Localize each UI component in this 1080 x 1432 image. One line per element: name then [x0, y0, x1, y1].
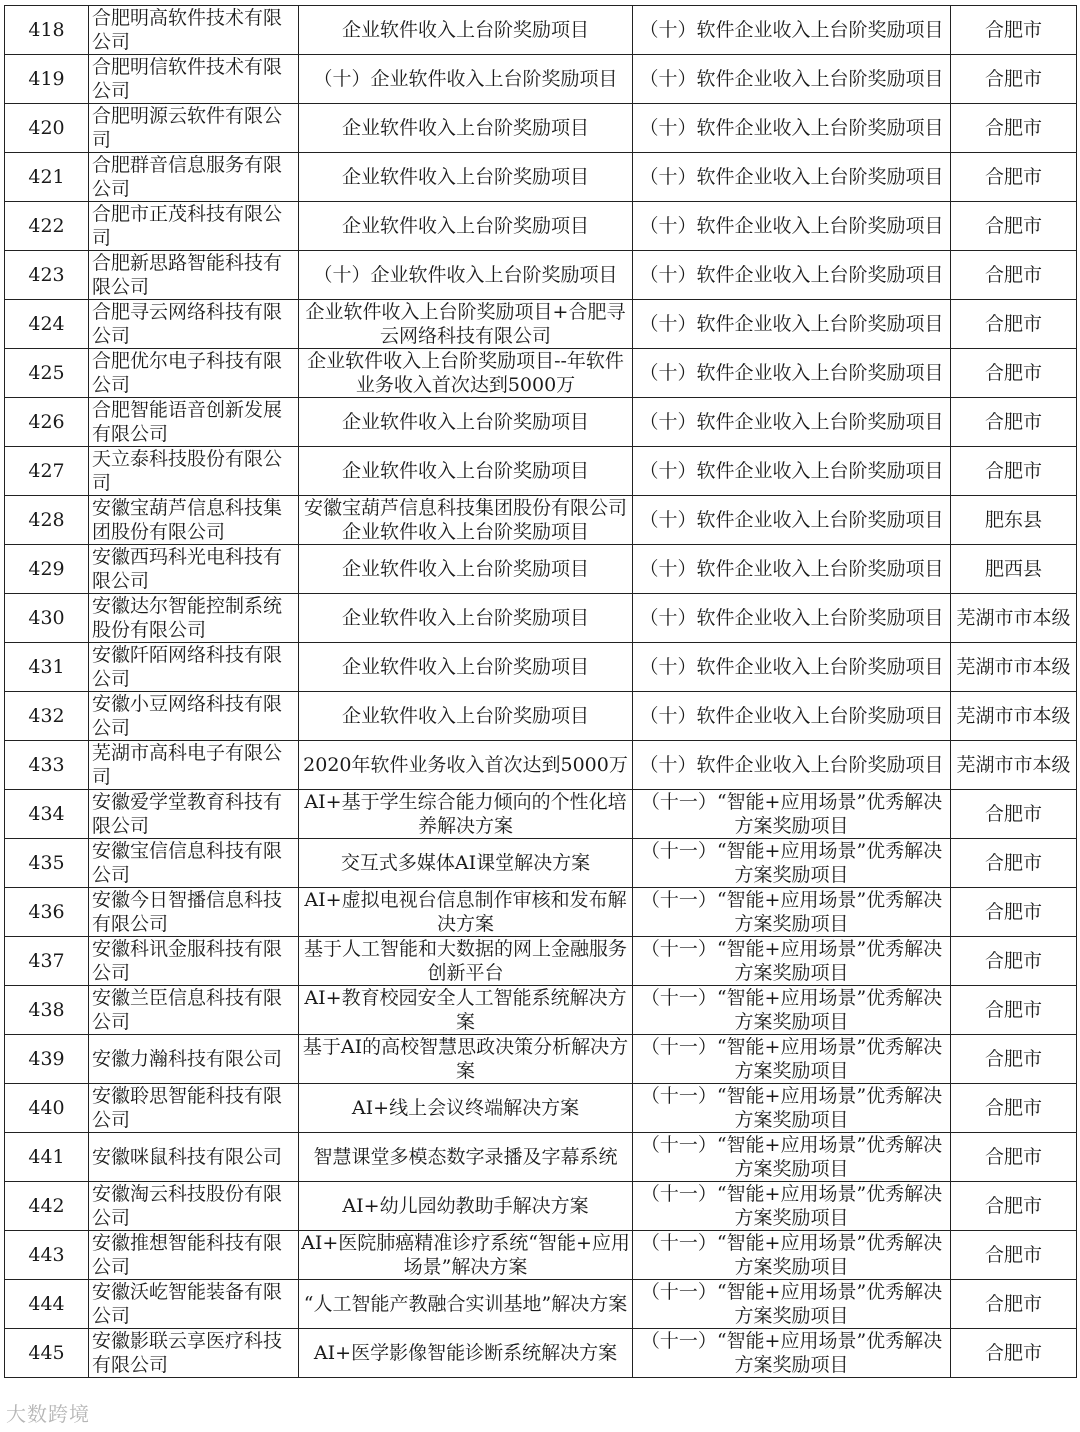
region-cell: 合肥市 [951, 1182, 1077, 1231]
row-number-cell: 439 [5, 1035, 89, 1084]
region-cell: 合肥市 [951, 1329, 1077, 1378]
company-name-cell: 芜湖市高科电子有限公司 [89, 741, 299, 790]
table-row [5, 545, 1077, 594]
company-name-cell: 安徽爱学堂教育科技有限公司 [89, 790, 299, 839]
row-number-cell: 419 [5, 55, 89, 104]
project-name-cell: 智慧课堂多模态数字录播及字幕系统 [299, 1133, 633, 1182]
company-name-cell: 安徽力瀚科技有限公司 [89, 1035, 299, 1084]
project-name-cell: 企业软件收入上台阶奖励项目 [299, 594, 633, 643]
row-number-cell: 437 [5, 937, 89, 986]
table-row [5, 741, 1077, 790]
award-category-cell: （十）软件企业收入上台阶奖励项目 [633, 300, 951, 349]
company-name-cell: 安徽咪鼠科技有限公司 [89, 1133, 299, 1182]
award-category-cell: （十）软件企业收入上台阶奖励项目 [633, 643, 951, 692]
company-name-cell: 安徽科讯金服科技有限公司 [89, 937, 299, 986]
project-name-cell: 企业软件收入上台阶奖励项目 [299, 545, 633, 594]
award-category-cell: （十一）“智能+应用场景”优秀解决方案奖励项目 [633, 790, 951, 839]
company-name-cell: 合肥明信软件技术有限公司 [89, 55, 299, 104]
row-number-cell: 429 [5, 545, 89, 594]
table-row [5, 1035, 1077, 1084]
table-row [5, 1280, 1077, 1329]
project-name-cell: 企业软件收入上台阶奖励项目 [299, 447, 633, 496]
award-category-cell: （十）软件企业收入上台阶奖励项目 [633, 104, 951, 153]
region-cell: 肥东县 [951, 496, 1077, 545]
row-number-cell: 422 [5, 202, 89, 251]
region-cell: 合肥市 [951, 55, 1077, 104]
project-name-cell: 企业软件收入上台阶奖励项目+合肥寻云网络科技有限公司 [299, 300, 633, 349]
table-row [5, 447, 1077, 496]
award-category-cell: （十）软件企业收入上台阶奖励项目 [633, 202, 951, 251]
table-row [5, 300, 1077, 349]
table-row [5, 1231, 1077, 1280]
award-category-cell: （十）软件企业收入上台阶奖励项目 [633, 55, 951, 104]
row-number-cell: 441 [5, 1133, 89, 1182]
table-row [5, 888, 1077, 937]
table-row [5, 104, 1077, 153]
award-category-cell: （十一）“智能+应用场景”优秀解决方案奖励项目 [633, 1035, 951, 1084]
table-row [5, 202, 1077, 251]
project-name-cell: AI+线上会议终端解决方案 [299, 1084, 633, 1133]
table-row [5, 594, 1077, 643]
table-row [5, 1084, 1077, 1133]
row-number-cell: 418 [5, 6, 89, 55]
award-category-cell: （十一）“智能+应用场景”优秀解决方案奖励项目 [633, 1084, 951, 1133]
company-name-cell: 安徽小豆网络科技有限公司 [89, 692, 299, 741]
company-name-cell: 合肥新思路智能科技有限公司 [89, 251, 299, 300]
project-name-cell: 企业软件收入上台阶奖励项目 [299, 643, 633, 692]
row-number-cell: 435 [5, 839, 89, 888]
company-name-cell: 合肥明源云软件有限公司 [89, 104, 299, 153]
project-name-cell: 基于AI的高校智慧思政决策分析解决方案 [299, 1035, 633, 1084]
project-name-cell: AI+虚拟电视台信息制作审核和发布解决方案 [299, 888, 633, 937]
project-name-cell: “人工智能产教融合实训基地”解决方案 [299, 1280, 633, 1329]
company-name-cell: 安徽达尔智能控制系统股份有限公司 [89, 594, 299, 643]
project-name-cell: 企业软件收入上台阶奖励项目 [299, 104, 633, 153]
table-row [5, 496, 1077, 545]
award-category-cell: （十）软件企业收入上台阶奖励项目 [633, 153, 951, 202]
region-cell: 合肥市 [951, 251, 1077, 300]
company-name-cell: 天立泰科技股份有限公司 [89, 447, 299, 496]
award-category-cell: （十）软件企业收入上台阶奖励项目 [633, 349, 951, 398]
company-name-cell: 安徽兰臣信息科技有限公司 [89, 986, 299, 1035]
award-category-cell: （十一）“智能+应用场景”优秀解决方案奖励项目 [633, 937, 951, 986]
table-row [5, 839, 1077, 888]
award-category-cell: （十）软件企业收入上台阶奖励项目 [633, 447, 951, 496]
region-cell: 合肥市 [951, 300, 1077, 349]
row-number-cell: 431 [5, 643, 89, 692]
table-row [5, 986, 1077, 1035]
award-category-cell: （十）软件企业收入上台阶奖励项目 [633, 594, 951, 643]
project-name-cell: 企业软件收入上台阶奖励项目 [299, 153, 633, 202]
award-category-cell: （十一）“智能+应用场景”优秀解决方案奖励项目 [633, 839, 951, 888]
award-category-cell: （十一）“智能+应用场景”优秀解决方案奖励项目 [633, 1231, 951, 1280]
row-number-cell: 444 [5, 1280, 89, 1329]
project-name-cell: 企业软件收入上台阶奖励项目--年软件业务收入首次达到5000万 [299, 349, 633, 398]
project-name-cell: 基于人工智能和大数据的网上金融服务创新平台 [299, 937, 633, 986]
project-name-cell: （十）企业软件收入上台阶奖励项目 [299, 55, 633, 104]
row-number-cell: 424 [5, 300, 89, 349]
company-name-cell: 安徽聆思智能科技有限公司 [89, 1084, 299, 1133]
company-name-cell: 合肥寻云网络科技有限公司 [89, 300, 299, 349]
row-number-cell: 442 [5, 1182, 89, 1231]
region-cell: 合肥市 [951, 398, 1077, 447]
region-cell: 芜湖市市本级 [951, 594, 1077, 643]
row-number-cell: 420 [5, 104, 89, 153]
region-cell: 合肥市 [951, 790, 1077, 839]
project-name-cell: 2020年软件业务收入首次达到5000万 [299, 741, 633, 790]
region-cell: 合肥市 [951, 937, 1077, 986]
region-cell: 合肥市 [951, 1280, 1077, 1329]
row-number-cell: 443 [5, 1231, 89, 1280]
region-cell: 合肥市 [951, 839, 1077, 888]
project-name-cell: 交互式多媒体AI课堂解决方案 [299, 839, 633, 888]
award-category-cell: （十一）“智能+应用场景”优秀解决方案奖励项目 [633, 888, 951, 937]
table-row [5, 6, 1077, 55]
region-cell: 合肥市 [951, 888, 1077, 937]
region-cell: 合肥市 [951, 1035, 1077, 1084]
award-category-cell: （十）软件企业收入上台阶奖励项目 [633, 741, 951, 790]
region-cell: 合肥市 [951, 104, 1077, 153]
company-name-cell: 安徽推想智能科技有限公司 [89, 1231, 299, 1280]
project-name-cell: AI+幼儿园幼教助手解决方案 [299, 1182, 633, 1231]
award-category-cell: （十）软件企业收入上台阶奖励项目 [633, 6, 951, 55]
table-row [5, 1329, 1077, 1378]
company-name-cell: 安徽西玛科光电科技有限公司 [89, 545, 299, 594]
project-name-cell: 企业软件收入上台阶奖励项目 [299, 398, 633, 447]
award-category-cell: （十）软件企业收入上台阶奖励项目 [633, 692, 951, 741]
region-cell: 合肥市 [951, 1084, 1077, 1133]
company-name-cell: 安徽今日智播信息科技有限公司 [89, 888, 299, 937]
project-name-cell: 企业软件收入上台阶奖励项目 [299, 202, 633, 251]
award-category-cell: （十一）“智能+应用场景”优秀解决方案奖励项目 [633, 1329, 951, 1378]
row-number-cell: 445 [5, 1329, 89, 1378]
award-category-cell: （十一）“智能+应用场景”优秀解决方案奖励项目 [633, 1133, 951, 1182]
project-name-cell: AI+基于学生综合能力倾向的个性化培养解决方案 [299, 790, 633, 839]
row-number-cell: 430 [5, 594, 89, 643]
row-number-cell: 427 [5, 447, 89, 496]
watermark-text: 大数跨境 [6, 1402, 90, 1426]
table-row [5, 937, 1077, 986]
row-number-cell: 433 [5, 741, 89, 790]
region-cell: 芜湖市市本级 [951, 643, 1077, 692]
company-name-cell: 合肥群音信息服务有限公司 [89, 153, 299, 202]
region-cell: 合肥市 [951, 153, 1077, 202]
company-name-cell: 安徽影联云享医疗科技有限公司 [89, 1329, 299, 1378]
project-name-cell: AI+教育校园安全人工智能系统解决方案 [299, 986, 633, 1035]
region-cell: 芜湖市市本级 [951, 741, 1077, 790]
region-cell: 合肥市 [951, 202, 1077, 251]
award-category-cell: （十一）“智能+应用场景”优秀解决方案奖励项目 [633, 1280, 951, 1329]
project-name-cell: AI+医学影像智能诊断系统解决方案 [299, 1329, 633, 1378]
row-number-cell: 432 [5, 692, 89, 741]
award-list-table [4, 5, 1077, 1378]
project-name-cell: 企业软件收入上台阶奖励项目 [299, 6, 633, 55]
row-number-cell: 426 [5, 398, 89, 447]
company-name-cell: 安徽宝葫芦信息科技集团股份有限公司 [89, 496, 299, 545]
table-row [5, 349, 1077, 398]
project-name-cell: （十）企业软件收入上台阶奖励项目 [299, 251, 633, 300]
row-number-cell: 425 [5, 349, 89, 398]
award-category-cell: （十一）“智能+应用场景”优秀解决方案奖励项目 [633, 986, 951, 1035]
table-row [5, 790, 1077, 839]
award-category-cell: （十）软件企业收入上台阶奖励项目 [633, 398, 951, 447]
company-name-cell: 合肥明高软件技术有限公司 [89, 6, 299, 55]
table-body [5, 6, 1077, 1378]
region-cell: 合肥市 [951, 349, 1077, 398]
row-number-cell: 438 [5, 986, 89, 1035]
table-row [5, 692, 1077, 741]
table-row [5, 251, 1077, 300]
region-cell: 合肥市 [951, 986, 1077, 1035]
award-category-cell: （十）软件企业收入上台阶奖励项目 [633, 545, 951, 594]
region-cell: 合肥市 [951, 1231, 1077, 1280]
table-row [5, 153, 1077, 202]
row-number-cell: 440 [5, 1084, 89, 1133]
award-category-cell: （十）软件企业收入上台阶奖励项目 [633, 496, 951, 545]
table-row [5, 643, 1077, 692]
company-name-cell: 安徽阡陌网络科技有限公司 [89, 643, 299, 692]
project-name-cell: 安徽宝葫芦信息科技集团股份有限公司企业软件收入上台阶奖励项目 [299, 496, 633, 545]
region-cell: 合肥市 [951, 447, 1077, 496]
row-number-cell: 423 [5, 251, 89, 300]
project-name-cell: 企业软件收入上台阶奖励项目 [299, 692, 633, 741]
table-row [5, 1182, 1077, 1231]
row-number-cell: 421 [5, 153, 89, 202]
project-name-cell: AI+医院肺癌精准诊疗系统“智能+应用场景”解决方案 [299, 1231, 633, 1280]
table-row [5, 1133, 1077, 1182]
table-row [5, 398, 1077, 447]
region-cell: 芜湖市市本级 [951, 692, 1077, 741]
company-name-cell: 安徽宝信信息科技有限公司 [89, 839, 299, 888]
row-number-cell: 434 [5, 790, 89, 839]
award-category-cell: （十一）“智能+应用场景”优秀解决方案奖励项目 [633, 1182, 951, 1231]
table-row [5, 55, 1077, 104]
region-cell: 合肥市 [951, 1133, 1077, 1182]
region-cell: 合肥市 [951, 6, 1077, 55]
region-cell: 肥西县 [951, 545, 1077, 594]
row-number-cell: 428 [5, 496, 89, 545]
company-name-cell: 合肥智能语音创新发展有限公司 [89, 398, 299, 447]
company-name-cell: 合肥优尔电子科技有限公司 [89, 349, 299, 398]
award-category-cell: （十）软件企业收入上台阶奖励项目 [633, 251, 951, 300]
company-name-cell: 安徽沃屹智能装备有限公司 [89, 1280, 299, 1329]
company-name-cell: 安徽淘云科技股份有限公司 [89, 1182, 299, 1231]
row-number-cell: 436 [5, 888, 89, 937]
company-name-cell: 合肥市正茂科技有限公司 [89, 202, 299, 251]
